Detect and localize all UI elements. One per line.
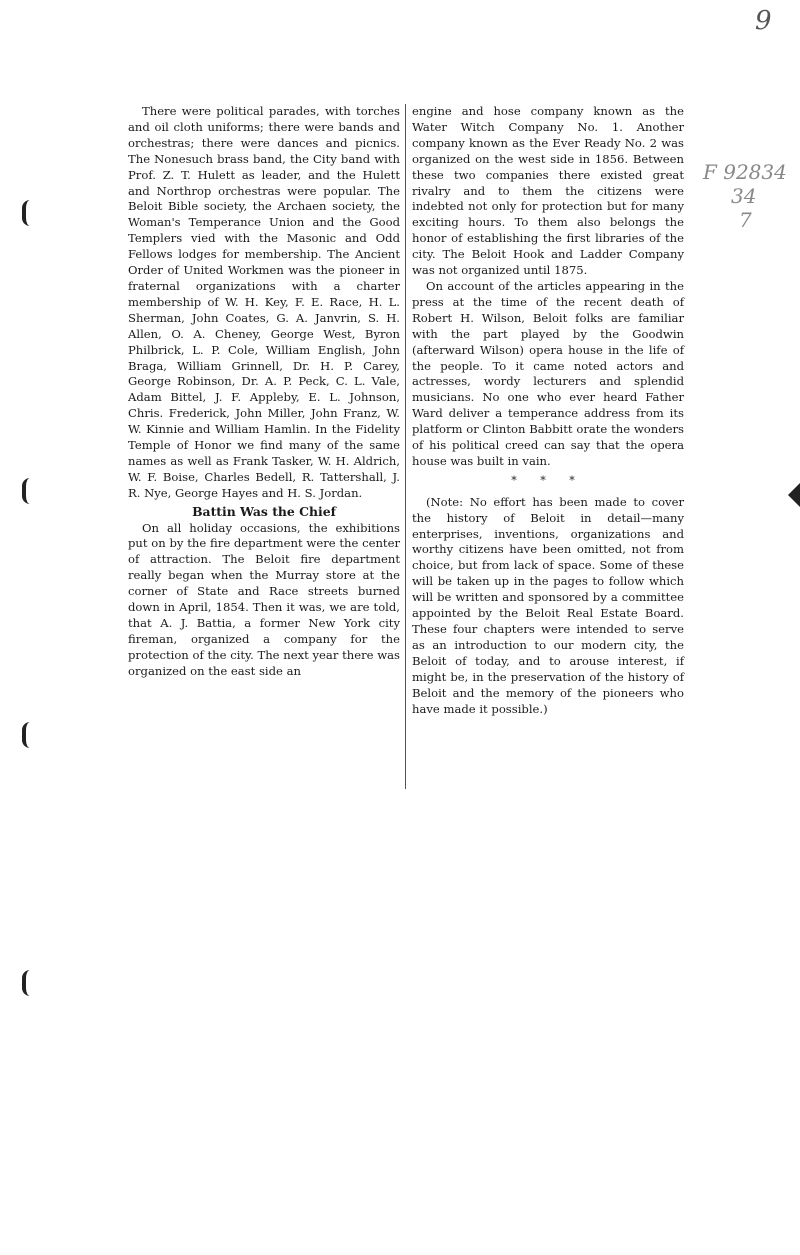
margin-note: [703, 160, 787, 232]
section-separator: * * *: [511, 473, 585, 487]
paragraph: (Note: No effort has been made to cover the history of Beloit in detail—many enterprises, inventions, organizations and worthy citizens have been omitted, not from choice, but from lack of space. Some of these will be taken up in the pages to follow which will be written and sponsored by a committee appointed by the Beloit Real Estate Board. These four chapters were intended to serve as an introduction to our modern city, the Beloit of today, and to arouse interest, if might be, in the preservation of the history of Beloit and the memory of the pioneers who have made it possible.): [412, 494, 684, 716]
margin-note-line: F 92834: [703, 160, 787, 184]
column-divider: [405, 104, 406, 789]
right-column: [412, 104, 684, 717]
margin-note-line: 7: [739, 208, 752, 232]
binding-mark: [22, 478, 40, 504]
section-heading: Battin Was the Chief: [192, 503, 336, 519]
paragraph: On account of the articles appearing in the press at the time of the recent death of Robert H. Wilson, Beloit folks are familiar with the part played by the Goodwin (afterward Wilson) opera house in the life of the people. To it came noted actors and actresses, wordy lecturers and splendid musicians. No one who ever heard Father Ward deliver a temperance address from its platform or Clinton Babbitt orate the wonders of his political creed can say that the opera house was built in vain.: [412, 278, 684, 468]
paragraph: There were political parades, with torches and oil cloth uniforms; there were bands and orchestras; there were dances and picnics. The Nonesuch brass band, the City band with Prof. Z. T. Hulett as leader, and the Hulett and Northrop orchestras were popular. The Beloit Bible society, the Archaen society, the Woman's Temperance Union and the Good Templers vied with the Masonic and Odd Fellows lodges for membership. The Ancient Order of United Workmen was the pioneer in fraternal organizations with a charter membership of W. H. Key, F. E. Race, H. L. Sherman, John Coates, G. A. Janvrin, S. H. Allen, O. A. Cheney, George West, Byron Philbrick, L. P. Cole, William English, John Braga, William Grinnell, Dr. H. P. Carey, George Robinson, Dr. A. P. Peck, C. L. Vale, Adam Bittel, J. F. Appleby, E. L. Johnson, Chris. Frederick, John Miller, John Franz, W. W. Kinnie and William Hamlin. In the Fidelity Temple of Honor we find many of the same names as well as Frank Tasker, W. H. Aldrich, W. F. Boise, Charles Bedell, R. Tattershall, J. R. Nye, George Hayes and H. S. Jordan.: [128, 104, 400, 500]
binding-mark: [22, 970, 40, 996]
margin-note-line: 34: [731, 184, 757, 208]
edge-mark: [788, 483, 800, 507]
paragraph: On all holiday occasions, the exhibitions put on by the fire department were the center of attraction. The Beloit fire department really began when the Murray store at the corner of State and Race streets burned down in April, 1854. Then it was, we are told, that A. J. Battia, a former New York city fireman, organized a company for the protection of the city. The next year there was organized on the east side an: [128, 520, 400, 678]
paragraph: engine and hose company known as the Water Witch Company No. 1. Another company known as the Ever Ready No. 2 was organized on the west side in 1856. Between these two companies there existed great rivalry and to them the citizens were indebted not only for protection but for many exciting hours. To them also belongs the honor of establishing the first libraries of the city. The Beloit Hook and Ladder Company was not organized until 1875.: [412, 104, 684, 278]
binding-mark: [22, 722, 40, 748]
binding-mark: [22, 200, 40, 226]
left-column: [128, 104, 400, 680]
page-number: 9: [755, 6, 772, 36]
